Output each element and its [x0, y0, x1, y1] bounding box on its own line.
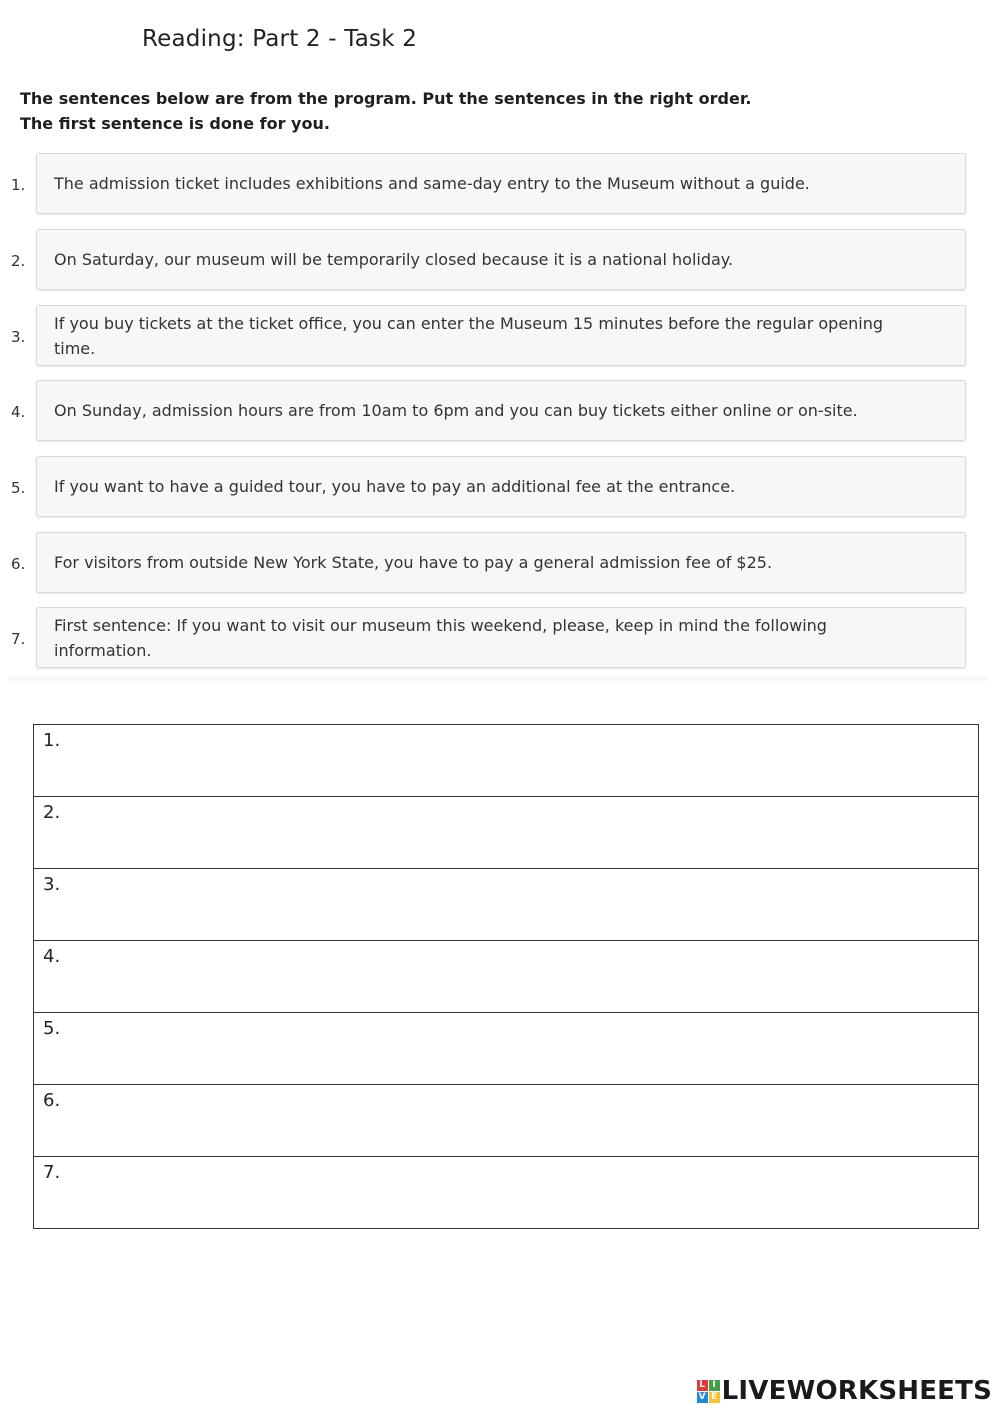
sentence-card[interactable]: If you buy tickets at the ticket office, you can enter the Museum 15 minutes before the regular opening time.: [36, 305, 966, 366]
instructions: [20, 86, 752, 136]
answer-row: [34, 869, 979, 941]
sentence-row: [0, 229, 1000, 293]
answer-table: [33, 724, 979, 1229]
sentence-number: 2.: [11, 252, 26, 270]
answer-row: [34, 797, 979, 869]
sentence-row: [0, 532, 1000, 596]
sentence-number: 3.: [11, 328, 26, 346]
sentence-row: [0, 153, 1000, 217]
logo-mark-letter: I: [709, 1380, 720, 1391]
answer-cell[interactable]: 3.: [34, 869, 979, 941]
sentence-number: 1.: [11, 176, 26, 194]
page-title: Reading: Part 2 - Task 2: [142, 26, 418, 52]
logo-text: LIVEWORKSHEETS: [721, 1376, 992, 1406]
sentence-card[interactable]: On Sunday, admission hours are from 10am to 6pm and you can buy tickets either online or on-site.: [36, 380, 966, 441]
instruction-line: The first sentence is done for you.: [20, 114, 330, 133]
answer-row: [34, 1085, 979, 1157]
answer-cell[interactable]: 5.: [34, 1013, 979, 1085]
answer-row: [34, 941, 979, 1013]
sentence-number: 5.: [11, 479, 26, 497]
sentence-card[interactable]: First sentence: If you want to visit our museum this weekend, please, keep in mind the following information.: [36, 607, 966, 668]
logo-mark-letter: E: [709, 1392, 720, 1403]
sentence-row: [0, 456, 1000, 520]
logo-mark-icon: [697, 1380, 720, 1403]
answer-cell[interactable]: 4.: [34, 941, 979, 1013]
logo-mark-letter: V: [697, 1392, 708, 1403]
sentence-row: [0, 380, 1000, 444]
sentence-number: 6.: [11, 555, 26, 573]
sentence-card[interactable]: On Saturday, our museum will be temporarily closed because it is a national holiday.: [36, 229, 966, 290]
sentence-card[interactable]: If you want to have a guided tour, you have to pay an additional fee at the entrance.: [36, 456, 966, 517]
instruction-line: The sentences below are from the program. Put the sentences in the right order.: [20, 89, 752, 108]
answer-cell[interactable]: 6.: [34, 1085, 979, 1157]
divider: [8, 677, 988, 683]
sentence-card[interactable]: The admission ticket includes exhibitions and same-day entry to the Museum without a guide.: [36, 153, 966, 214]
liveworksheets-logo: [697, 1376, 992, 1406]
logo-mark-letter: L: [697, 1380, 708, 1391]
sentence-number: 4.: [11, 403, 26, 421]
answer-cell[interactable]: 2.: [34, 797, 979, 869]
sentence-card[interactable]: For visitors from outside New York State, you have to pay a general admission fee of $25.: [36, 532, 966, 593]
sentence-row: [0, 607, 1000, 671]
answer-row: [34, 725, 979, 797]
answer-row: [34, 1013, 979, 1085]
sentence-row: [0, 305, 1000, 369]
sentence-number: 7.: [11, 630, 26, 648]
answer-row: [34, 1157, 979, 1229]
answer-cell[interactable]: 7.: [34, 1157, 979, 1229]
answer-cell[interactable]: 1.: [34, 725, 979, 797]
